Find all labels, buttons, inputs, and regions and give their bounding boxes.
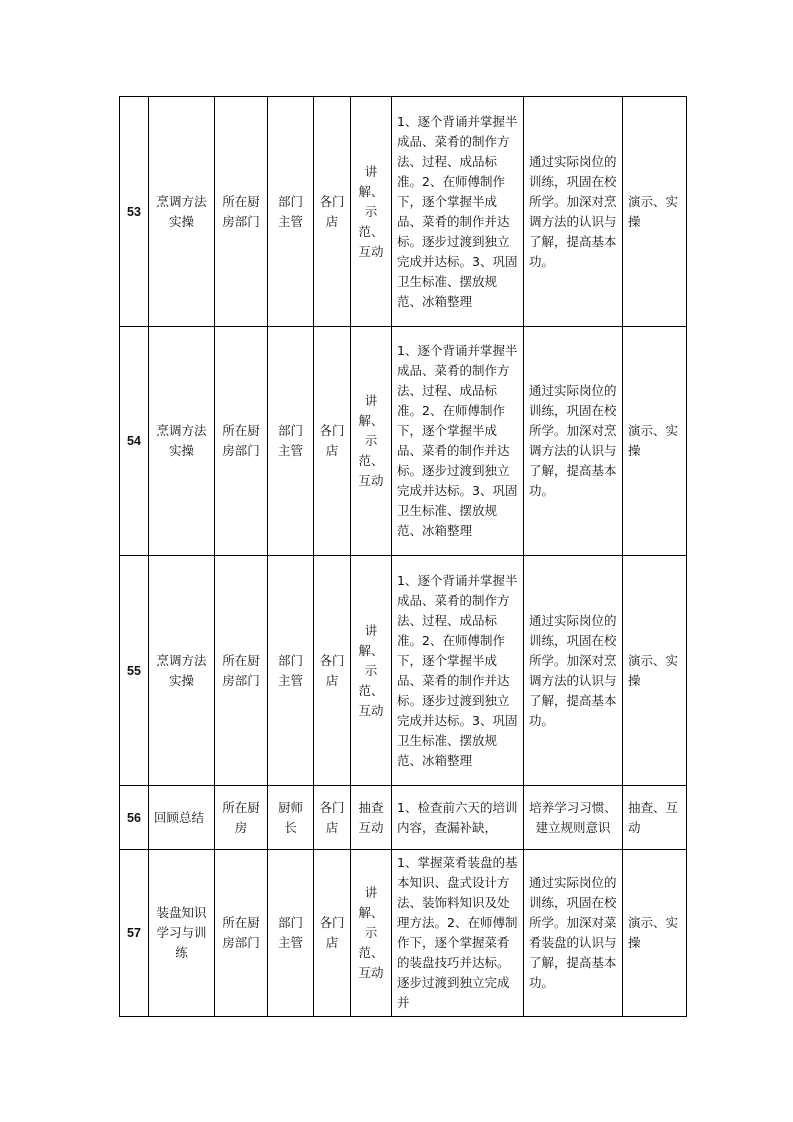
table-row [120, 850, 687, 1017]
row-number: 54 [120, 327, 149, 556]
method: 讲解、示范、互动 [351, 327, 392, 556]
course-name: 烹调方法实操 [149, 556, 215, 786]
course-name: 装盘知识学习与训练 [149, 850, 215, 1017]
assessment-method: 演示、实操 [623, 97, 687, 327]
training-objective: 通过实际岗位的训练，巩固在校所学。加深对烹调方法的认识与了解，提高基本功。 [524, 97, 623, 327]
location: 各门店 [314, 327, 351, 556]
training-content: 1、逐个背诵并掌握半成品、菜肴的制作方法、过程、成品标准。2、在师傅制作下，逐个掌握半成品、菜肴的制作并达标。逐步过渡到独立完成并达标。3、巩固卫生标准、摆放规范、冰箱整理 [392, 327, 524, 556]
method: 讲解、示范、互动 [351, 97, 392, 327]
location: 各门店 [314, 850, 351, 1017]
training-objective: 培养学习习惯、建立规则意识 [524, 786, 623, 850]
location: 各门店 [314, 786, 351, 850]
course-name: 回顾总结 [149, 786, 215, 850]
assessment-method: 抽查、互动 [623, 786, 687, 850]
participants: 所在厨房部门 [215, 850, 268, 1017]
training-content: 1、检查前六天的培训内容，查漏补缺， [392, 786, 524, 850]
training-objective: 通过实际岗位的训练，巩固在校所学。加深对烹调方法的认识与了解，提高基本功。 [524, 556, 623, 786]
table-row [120, 556, 687, 786]
method: 抽查互动 [351, 786, 392, 850]
location: 各门店 [314, 556, 351, 786]
row-number: 56 [120, 786, 149, 850]
trainer: 部门主管 [268, 556, 314, 786]
table-row [120, 786, 687, 850]
table-row [120, 327, 687, 556]
trainer: 部门主管 [268, 327, 314, 556]
row-number: 57 [120, 850, 149, 1017]
method: 讲解、示范、互动 [351, 850, 392, 1017]
table-row [120, 97, 687, 327]
trainer: 厨师长 [268, 786, 314, 850]
assessment-method: 演示、实操 [623, 556, 687, 786]
assessment-method: 演示、实操 [623, 850, 687, 1017]
training-objective: 通过实际岗位的训练，巩固在校所学。加深对烹调方法的认识与了解，提高基本功。 [524, 327, 623, 556]
training-schedule-table [119, 96, 687, 1017]
row-number: 55 [120, 556, 149, 786]
trainer: 部门主管 [268, 850, 314, 1017]
training-content: 1、掌握菜肴装盘的基本知识、盘式设计方法、装饰料知识及处理方法。2、在师傅制作下，逐个掌握菜肴的装盘技巧并达标。逐步过渡到独立完成并 [392, 850, 524, 1017]
training-content: 1、逐个背诵并掌握半成品、菜肴的制作方法、过程、成品标准。2、在师傅制作下，逐个掌握半成品、菜肴的制作并达标。逐步过渡到独立完成并达标。3、巩固卫生标准、摆放规范、冰箱整理 [392, 97, 524, 327]
participants: 所在厨房 [215, 786, 268, 850]
course-name: 烹调方法实操 [149, 327, 215, 556]
row-number: 53 [120, 97, 149, 327]
participants: 所在厨房部门 [215, 556, 268, 786]
method: 讲解、示范、互动 [351, 556, 392, 786]
participants: 所在厨房部门 [215, 97, 268, 327]
training-objective: 通过实际岗位的训练，巩固在校所学。加深对菜肴装盘的认识与了解，提高基本功。 [524, 850, 623, 1017]
training-content: 1、逐个背诵并掌握半成品、菜肴的制作方法、过程、成品标准。2、在师傅制作下，逐个掌握半成品、菜肴的制作并达标。逐步过渡到独立完成并达标。3、巩固卫生标准、摆放规范、冰箱整理 [392, 556, 524, 786]
assessment-method: 演示、实操 [623, 327, 687, 556]
course-name: 烹调方法实操 [149, 97, 215, 327]
participants: 所在厨房部门 [215, 327, 268, 556]
trainer: 部门主管 [268, 97, 314, 327]
location: 各门店 [314, 97, 351, 327]
